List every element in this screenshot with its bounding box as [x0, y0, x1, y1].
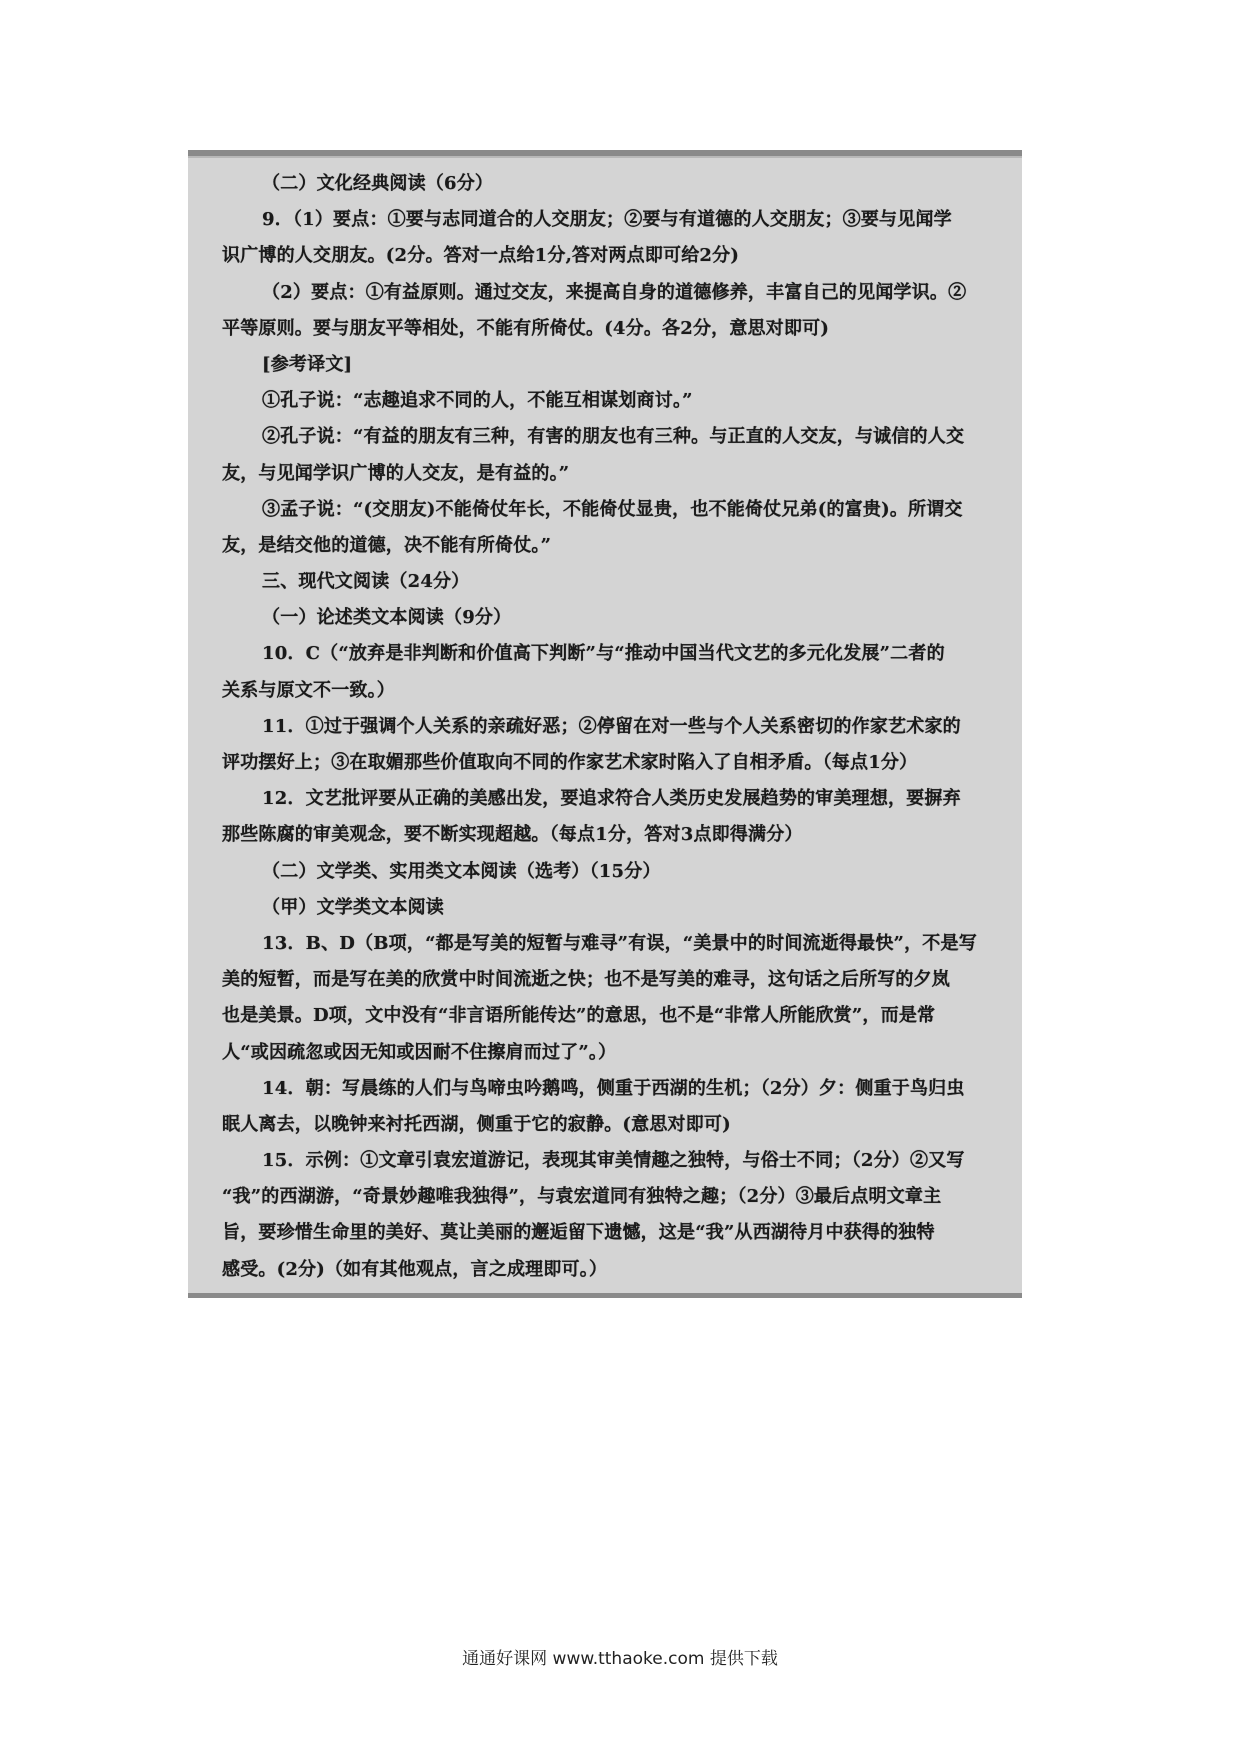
text-line: “我”的西湖游，“奇景妙趣唯我独得”，与袁宏道同有独特之趣；（2分）③最后点明文章主 [222, 1186, 942, 1208]
text-line: 三、现代文阅读（24分） [262, 571, 470, 593]
text-line: 友，与见闻学识广博的人交友，是有益的。” [222, 462, 570, 484]
text-line: 11．①过于强调个人关系的亲疏好恶；②停留在对一些与个人关系密切的作家艺术家的 [262, 715, 961, 737]
text-line: 平等原则。要与朋友平等相处，不能有所倚仗。(4分。各2分，意思对即可) [222, 317, 830, 339]
text-line: （甲）文学类文本阅读 [262, 896, 444, 918]
text-line: 眠人离去，以晚钟来衬托西湖，侧重于它的寂静。(意思对即可) [222, 1113, 731, 1135]
text-line: ③孟子说：“(交朋友)不能倚仗年长，不能倚仗显贵，也不能倚仗兄弟(的富贵)。所谓交 [262, 498, 963, 520]
text-line: （2）要点：①有益原则。通过交友，来提高自身的道德修养，丰富自己的见闻学识。② [262, 281, 967, 303]
text-line: 9．（1）要点：①要与志同道合的人交朋友；②要与有道德的人交朋友；③要与见闻学 [262, 209, 952, 231]
text-line: 15．示例：①文章引袁宏道游记，表现其审美情趣之独特，与俗士不同；（2分）②又写 [262, 1150, 965, 1172]
text-line: 也是美景。D项，文中没有“非言语所能传达”的意思，也不是“非常人所能欣赏”，而是常 [222, 1005, 936, 1027]
text-line: 14．朝：写晨练的人们与鸟啼虫吟鹅鸣，侧重于西湖的生机；（2分）夕：侧重于鸟归虫 [262, 1077, 965, 1099]
text-line: 人“或因疏忽或因无知或因耐不住擦肩而过了”。） [222, 1041, 617, 1063]
text-line: 12．文艺批评要从正确的美感出发，要追求符合人类历史发展趋势的审美理想，要摒弃 [262, 788, 961, 810]
text-line: 10．C（“放弃是非判断和价值高下判断”与“推动中国当代文艺的多元化发展”二者的 [262, 643, 945, 665]
scanned-answer-sheet [188, 150, 1022, 1298]
footer-credit: 通通好课网 www.tthaoke.com 提供下载 [462, 1649, 778, 1669]
text-line: ①孔子说：“志趣追求不同的人，不能互相谋划商讨。” [262, 390, 693, 412]
text-line: 那些陈腐的审美观念，要不断实现超越。（每点1分，答对3点即得满分） [222, 824, 803, 846]
text-line: （一）论述类文本阅读（9分） [262, 607, 512, 629]
text-line: 识广博的人交朋友。(2分。答对一点给1分,答对两点即可给2分) [222, 245, 740, 267]
answer-text [222, 166, 997, 1288]
text-line: （二）文化经典阅读（6分） [262, 173, 494, 194]
text-line: 旨，要珍惜生命里的美好、莫让美丽的邂逅留下遗憾，这是“我”从西湖待月中获得的独特 [222, 1222, 935, 1244]
text-line: 友，是结交他的道德，决不能有所倚仗。” [222, 534, 552, 556]
text-line: [参考译文] [262, 353, 353, 375]
text-line: （二）文学类、实用类文本阅读（选考）（15分） [262, 860, 661, 882]
text-line: 13．B、D（B项，“都是写美的短暂与难寻”有误，“美景中的时间流逝得最快”，不是写 [262, 932, 977, 954]
text-line: 美的短暂，而是写在美的欣赏中时间流逝之快；也不是写美的难寻，这句话之后所写的夕岚 [222, 969, 950, 991]
text-line: 感受。(2分)（如有其他观点，言之成理即可。） [222, 1258, 608, 1280]
text-line: 关系与原文不一致。） [222, 679, 395, 701]
text-line: 评功摆好上；③在取媚那些价值取向不同的作家艺术家时陷入了自相矛盾。（每点1分） [222, 752, 918, 773]
text-line: ②孔子说：“有益的朋友有三种，有害的朋友也有三种。与正直的人交友，与诚信的人交 [262, 426, 965, 448]
